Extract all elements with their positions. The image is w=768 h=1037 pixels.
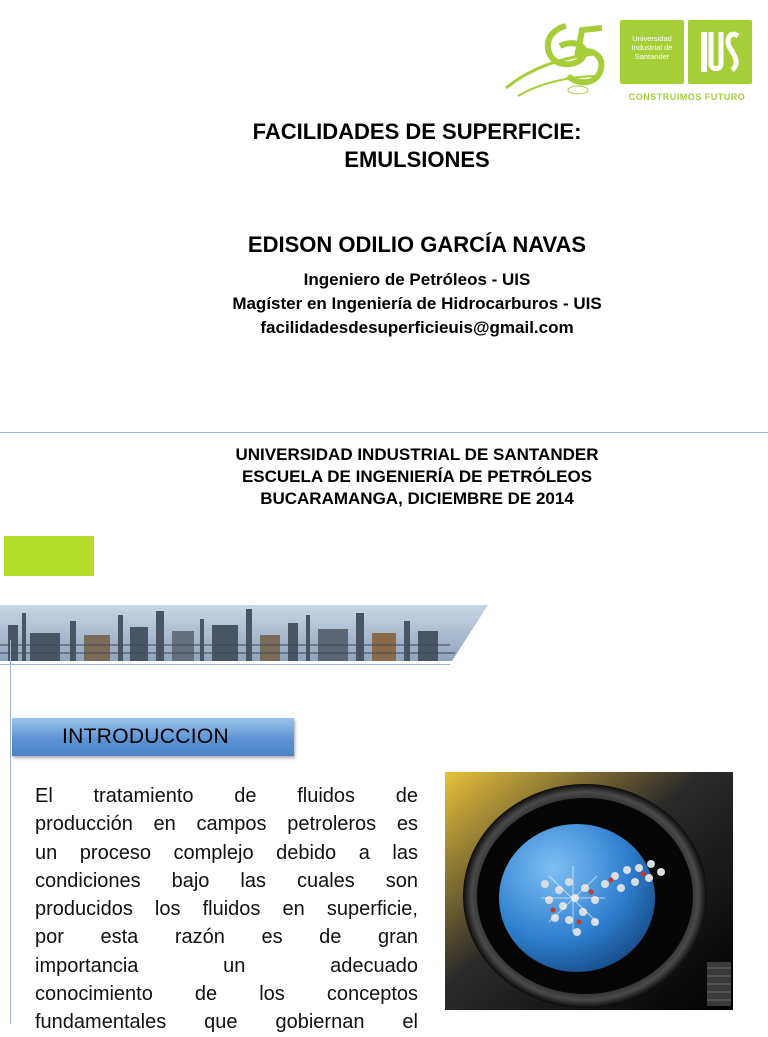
banner-underline — [0, 664, 450, 665]
industrial-banner-image — [0, 605, 488, 661]
uis-box-line: Santander — [634, 52, 670, 61]
page-title — [0, 118, 768, 174]
author-name: EDISON ODILIO GARCÍA NAVAS — [247, 232, 587, 257]
title-line: EMULSIONES — [344, 147, 490, 172]
vertical-rule — [10, 640, 11, 1024]
paragraph-line: importancia un adecuado — [35, 954, 418, 977]
uis-name-box — [620, 20, 684, 84]
institution-line: BUCARAMANGA, DICIEMBRE DE 2014 — [260, 489, 574, 508]
uis-slogan: CONSTRUIMOS FUTURO — [628, 92, 746, 102]
slide-divider — [0, 432, 768, 433]
paragraph-line: producidos los fluidos en superficie, — [35, 898, 418, 921]
author-degree: Ingeniero de Petróleos - UIS — [303, 270, 531, 289]
paragraph-line: por esta razón es de gran — [35, 926, 418, 949]
author-email: facilidadesdesuperficieuis@gmail.com — [260, 318, 574, 337]
uis-monogram-icon — [688, 20, 752, 84]
institution-line: ESCUELA DE INGENIERÍA DE PETRÓLEOS — [241, 467, 593, 486]
uis-box-line: Industrial de — [631, 43, 673, 52]
title-line: FACILIDADES DE SUPERFICIE: — [252, 119, 582, 144]
paragraph-line: fundamentales que gobiernan el — [35, 1011, 418, 1034]
paragraph-line: producción en campos petroleros es — [35, 813, 418, 836]
emulsion-molecule-illustration-icon — [445, 772, 733, 1010]
paragraph-line: conocimiento de los conceptos — [35, 983, 418, 1006]
institution-block — [0, 444, 768, 510]
paragraph-line: El tratamiento de fluidos de — [35, 785, 418, 807]
author-credentials — [0, 268, 768, 340]
section-tab — [12, 718, 294, 756]
uis-box-line: Universidad — [632, 34, 672, 43]
institution-line: UNIVERSIDAD INDUSTRIAL DE SANTANDER — [235, 445, 599, 464]
paragraph-line: condiciones bajo las cuales son — [35, 869, 418, 892]
section-title: INTRODUCCION — [62, 725, 229, 748]
accent-rectangle — [4, 536, 94, 576]
uis-logo — [618, 20, 756, 106]
paragraph-line: un proceso complejo debido a las — [35, 841, 418, 864]
intro-paragraph — [35, 782, 418, 1037]
author-degree: Magíster en Ingeniería de Hidrocarburos - UIS — [232, 294, 602, 313]
65-years-logo-icon — [498, 18, 608, 106]
title-slide — [0, 0, 768, 432]
